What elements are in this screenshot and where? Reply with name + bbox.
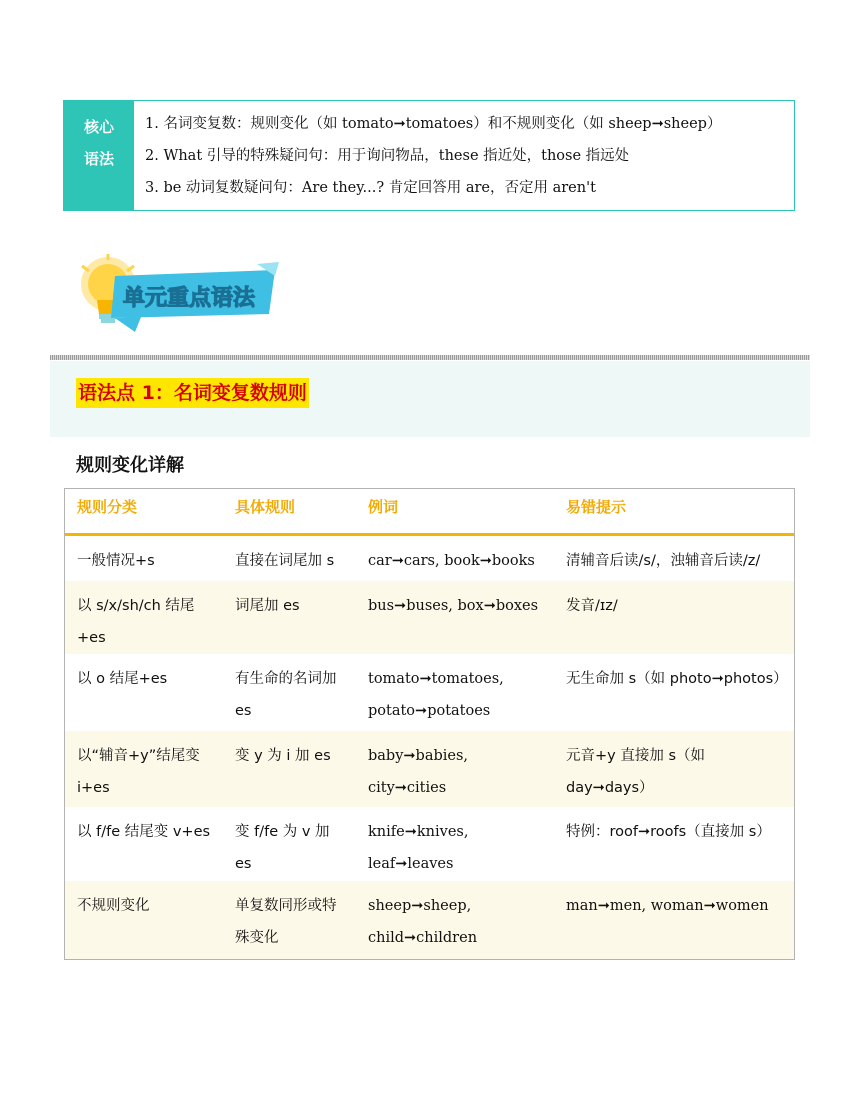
cell-tip: 发音/ɪz/ — [566, 598, 618, 614]
cell-example: baby➞babies, city➞cities — [368, 748, 469, 796]
grammar-point-title: 语法点 1：名词变复数规则 — [76, 378, 309, 408]
core-grammar-label — [64, 101, 134, 210]
table-row — [65, 881, 794, 959]
cell-category: 一般情况+s — [77, 553, 155, 569]
table-row — [65, 581, 794, 654]
cell-example: sheep➞sheep, child➞children — [368, 898, 478, 946]
header-category: 规则分类 — [77, 498, 138, 516]
cell-rule: 单复数同形或特殊变化 — [235, 898, 337, 946]
core-label-line2: 语法 — [83, 150, 114, 168]
table-header-row — [65, 489, 794, 536]
table-row — [65, 807, 794, 881]
core-grammar-list — [134, 101, 721, 210]
cell-example: bus➞buses, box➞boxes — [368, 598, 539, 614]
core-grammar-box — [63, 100, 795, 211]
cell-rule: 有生命的名词加 es — [235, 671, 337, 719]
section-subtitle: 规则变化详解 — [76, 455, 184, 476]
cell-rule: 变 y 为 i 加 es — [235, 748, 331, 764]
cell-tip: 特例：roof➞roofs（直接加 s） — [566, 824, 771, 840]
cell-example: tomato➞tomatoes, potato➞potatoes — [368, 671, 504, 719]
cell-category: 以 f/fe 结尾变 v+es — [77, 824, 211, 840]
cell-rule: 直接在词尾加 s — [235, 553, 335, 569]
cell-rule: 词尾加 es — [235, 598, 300, 614]
cell-category: 以 s/x/sh/ch 结尾+es — [77, 598, 195, 646]
section-divider — [50, 355, 810, 360]
cell-tip: man➞men, woman➞women — [566, 898, 769, 914]
cell-category: 以 o 结尾+es — [77, 671, 168, 687]
table-row — [65, 654, 794, 731]
cell-category: 以“辅音+y”结尾变 i+es — [77, 748, 200, 796]
table-row — [65, 536, 794, 581]
cell-tip: 清辅音后读/s/，浊辅音后读/z/ — [566, 553, 761, 569]
cell-category: 不规则变化 — [77, 898, 150, 914]
core-line-1: 1. 名词变复数：规则变化（如 tomato➞tomatoes）和不规则变化（如 sheep➞sheep） — [145, 116, 722, 132]
header-rule: 具体规则 — [235, 498, 296, 516]
header-example: 例词 — [368, 498, 399, 516]
cell-tip: 无生命加 s（如 photo➞photos） — [566, 671, 788, 687]
table-row — [65, 731, 794, 807]
banner-text: 单元重点语法 — [123, 286, 256, 311]
unit-grammar-banner — [75, 254, 280, 334]
core-line-3: 3. be 动词复数疑问句：Are they...? 肯定回答用 are，否定用 aren't — [145, 180, 596, 196]
core-label-line1: 核心 — [83, 118, 114, 136]
cell-tip: 元音+y 直接加 s（如 day➞days） — [566, 748, 706, 796]
header-tip: 易错提示 — [566, 498, 627, 516]
cell-example: car➞cars, book➞books — [368, 553, 535, 569]
core-line-2: 2. What 引导的特殊疑问句：用于询问物品，these 指近处，those 指远处 — [145, 148, 630, 164]
cell-example: knife➞knives, leaf➞leaves — [368, 824, 469, 872]
rules-table — [64, 488, 795, 960]
cell-rule: 变 f/fe 为 v 加 es — [235, 824, 330, 872]
